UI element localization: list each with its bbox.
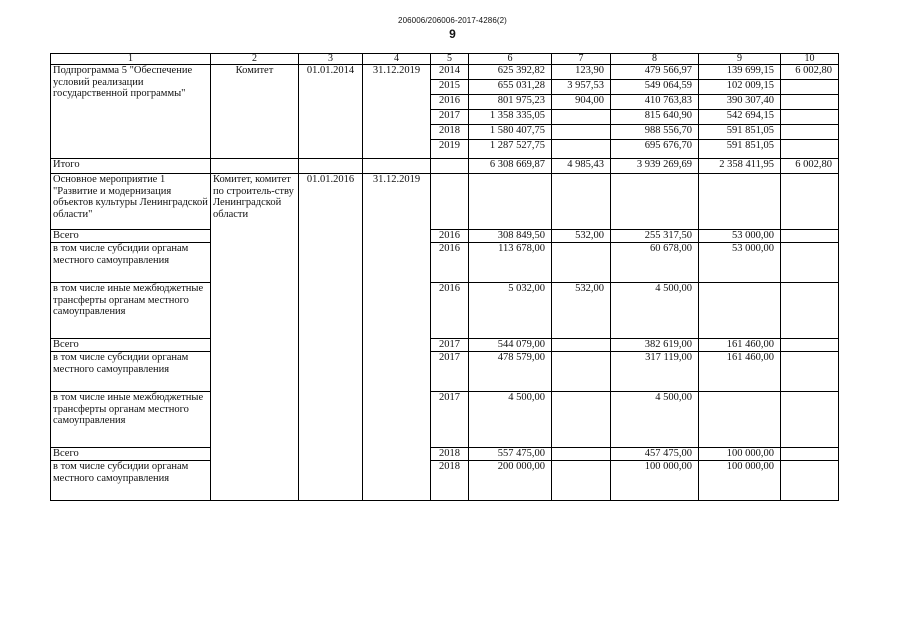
value-cell: 100 000,00 <box>611 461 699 501</box>
row-label: в том числе субсидии органам местного самоуправления <box>51 461 211 501</box>
empty-cell <box>611 174 699 230</box>
table-row <box>51 65 839 80</box>
value-cell: 161 460,00 <box>699 339 781 352</box>
table-row <box>51 352 839 392</box>
value-cell: 390 307,40 <box>699 95 781 110</box>
column-header: 8 <box>611 54 699 65</box>
table-row <box>51 230 839 243</box>
year-cell: 2016 <box>431 230 469 243</box>
value-cell: 479 566,97 <box>611 65 699 80</box>
document-id: 206006/206006-2017-4286(2) <box>398 16 507 25</box>
empty-cell <box>431 159 469 174</box>
year-cell: 2016 <box>431 283 469 339</box>
value-cell <box>781 80 839 95</box>
row-label: в том числе иные межбюджетные трансферты органам местного самоуправления <box>51 283 211 339</box>
table-row <box>51 461 839 501</box>
value-cell: 4 985,43 <box>552 159 611 174</box>
empty-cell <box>781 283 839 339</box>
value-cell: 317 119,00 <box>611 352 699 392</box>
row-label: Всего <box>51 448 211 461</box>
table-row <box>51 339 839 352</box>
value-cell: 139 699,15 <box>699 65 781 80</box>
year-cell: 2015 <box>431 80 469 95</box>
value-cell <box>552 140 611 159</box>
column-header: 7 <box>552 54 611 65</box>
main-activity-executor: Комитет, комитет по строитель-ству Ленинградской области <box>211 174 299 501</box>
empty-cell <box>211 159 299 174</box>
row-label: в том числе иные межбюджетные трансферты органам местного самоуправления <box>51 392 211 448</box>
value-cell: 100 000,00 <box>699 461 781 501</box>
row-label: Всего <box>51 339 211 352</box>
page-number: 9 <box>449 27 456 41</box>
column-header: 6 <box>469 54 552 65</box>
value-cell <box>552 392 611 448</box>
value-cell: 591 851,05 <box>699 125 781 140</box>
year-cell: 2018 <box>431 125 469 140</box>
value-cell: 6 002,80 <box>781 159 839 174</box>
column-header: 10 <box>781 54 839 65</box>
value-cell <box>781 125 839 140</box>
total-cell: 1 287 527,75 <box>469 140 552 159</box>
value-cell <box>699 283 781 339</box>
total-cell: 557 475,00 <box>469 448 552 461</box>
column-header: 2 <box>211 54 299 65</box>
value-cell <box>552 448 611 461</box>
year-cell: 2014 <box>431 65 469 80</box>
row-label: в том числе субсидии органам местного самоуправления <box>51 352 211 392</box>
table-row <box>51 243 839 283</box>
value-cell <box>552 110 611 125</box>
column-header: 9 <box>699 54 781 65</box>
total-cell: 200 000,00 <box>469 461 552 501</box>
value-cell: 6 002,80 <box>781 65 839 80</box>
total-cell: 113 678,00 <box>469 243 552 283</box>
value-cell: 904,00 <box>552 95 611 110</box>
value-cell <box>781 95 839 110</box>
value-cell: 532,00 <box>552 230 611 243</box>
value-cell: 60 678,00 <box>611 243 699 283</box>
value-cell: 100 000,00 <box>699 448 781 461</box>
empty-cell <box>781 352 839 392</box>
total-cell: 544 079,00 <box>469 339 552 352</box>
total-cell: 4 500,00 <box>469 392 552 448</box>
value-cell: 549 064,59 <box>611 80 699 95</box>
total-cell: 478 579,00 <box>469 352 552 392</box>
value-cell: 3 939 269,69 <box>611 159 699 174</box>
value-cell: 161 460,00 <box>699 352 781 392</box>
total-cell: 625 392,82 <box>469 65 552 80</box>
total-cell: 308 849,50 <box>469 230 552 243</box>
value-cell <box>552 125 611 140</box>
table-row <box>51 448 839 461</box>
table-row <box>51 283 839 339</box>
value-cell <box>781 140 839 159</box>
empty-cell <box>781 392 839 448</box>
empty-cell <box>299 159 363 174</box>
year-cell: 2017 <box>431 110 469 125</box>
value-cell <box>552 461 611 501</box>
empty-cell <box>781 339 839 352</box>
table-row <box>51 392 839 448</box>
value-cell: 53 000,00 <box>699 230 781 243</box>
value-cell <box>699 392 781 448</box>
value-cell: 815 640,90 <box>611 110 699 125</box>
value-cell: 4 500,00 <box>611 283 699 339</box>
column-header-row <box>51 54 839 65</box>
subprogram-end-date: 31.12.2019 <box>363 65 431 159</box>
total-cell: 5 032,00 <box>469 283 552 339</box>
value-cell: 410 763,83 <box>611 95 699 110</box>
value-cell <box>552 352 611 392</box>
empty-cell <box>431 174 469 230</box>
year-cell: 2018 <box>431 461 469 501</box>
main-activity-end-date: 31.12.2019 <box>363 174 431 501</box>
empty-cell <box>699 174 781 230</box>
total-cell: 6 308 669,87 <box>469 159 552 174</box>
subprogram-executor: Комитет <box>211 65 299 159</box>
total-label: Итого <box>51 159 211 174</box>
empty-cell <box>781 230 839 243</box>
total-cell: 1 358 335,05 <box>469 110 552 125</box>
empty-cell <box>781 461 839 501</box>
value-cell: 102 009,15 <box>699 80 781 95</box>
subprogram-name: Подпрограмма 5 "Обеспечение условий реализации государственной программы" <box>51 65 211 159</box>
total-cell: 1 580 407,75 <box>469 125 552 140</box>
main-activity-name: Основное мероприятие 1 "Развитие и модернизация объектов культуры Ленинградской области" <box>51 174 211 230</box>
value-cell: 3 957,53 <box>552 80 611 95</box>
column-header: 5 <box>431 54 469 65</box>
empty-cell <box>781 243 839 283</box>
empty-cell <box>781 174 839 230</box>
year-cell: 2016 <box>431 243 469 283</box>
subprogram-start-date: 01.01.2014 <box>299 65 363 159</box>
value-cell: 542 694,15 <box>699 110 781 125</box>
value-cell <box>552 339 611 352</box>
value-cell: 988 556,70 <box>611 125 699 140</box>
column-header: 4 <box>363 54 431 65</box>
value-cell: 382 619,00 <box>611 339 699 352</box>
value-cell: 457 475,00 <box>611 448 699 461</box>
value-cell: 532,00 <box>552 283 611 339</box>
empty-cell <box>552 174 611 230</box>
year-cell: 2016 <box>431 95 469 110</box>
value-cell: 53 000,00 <box>699 243 781 283</box>
column-header: 1 <box>51 54 211 65</box>
year-cell: 2018 <box>431 448 469 461</box>
value-cell: 255 317,50 <box>611 230 699 243</box>
value-cell <box>781 110 839 125</box>
value-cell: 2 358 411,95 <box>699 159 781 174</box>
value-cell: 695 676,70 <box>611 140 699 159</box>
main-activity-start-date: 01.01.2016 <box>299 174 363 501</box>
row-label: Всего <box>51 230 211 243</box>
total-cell: 655 031,28 <box>469 80 552 95</box>
total-row <box>51 159 839 174</box>
value-cell: 123,90 <box>552 65 611 80</box>
year-cell: 2017 <box>431 352 469 392</box>
value-cell: 4 500,00 <box>611 392 699 448</box>
column-header: 3 <box>299 54 363 65</box>
year-cell: 2019 <box>431 140 469 159</box>
year-cell: 2017 <box>431 339 469 352</box>
empty-cell <box>781 448 839 461</box>
table-row <box>51 174 839 230</box>
empty-cell <box>363 159 431 174</box>
total-cell: 801 975,23 <box>469 95 552 110</box>
year-cell: 2017 <box>431 392 469 448</box>
row-label: в том числе субсидии органам местного самоуправления <box>51 243 211 283</box>
value-cell <box>552 243 611 283</box>
value-cell: 591 851,05 <box>699 140 781 159</box>
empty-cell <box>469 174 552 230</box>
budget-table <box>50 53 839 501</box>
